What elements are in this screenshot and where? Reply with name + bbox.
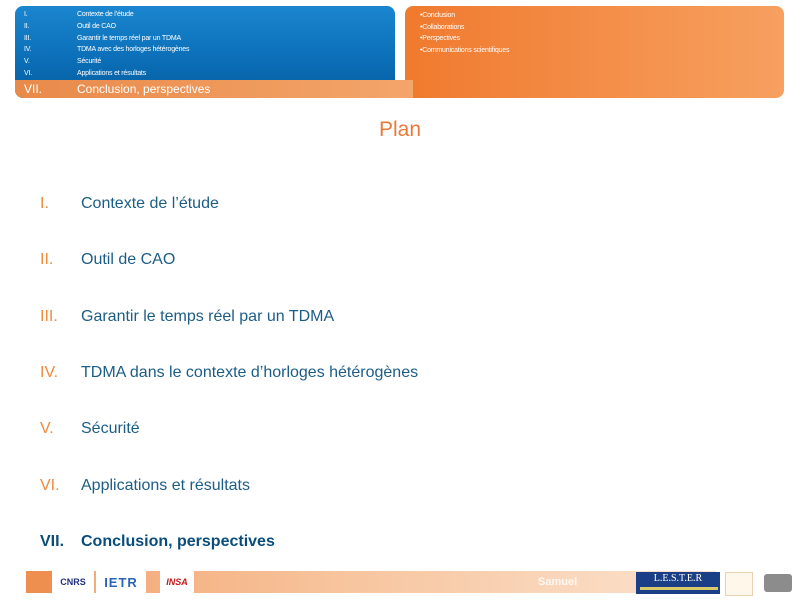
nav-number: VI.	[24, 69, 32, 77]
nav-number: V.	[24, 58, 30, 66]
header-active-section[interactable]	[15, 80, 413, 98]
outline-item	[40, 308, 334, 326]
header-nav-item[interactable]	[15, 56, 395, 68]
header-nav-item[interactable]	[15, 21, 395, 33]
outline-number: IV.	[40, 364, 59, 381]
outline-number: II.	[40, 251, 54, 268]
outline-item	[40, 477, 250, 495]
subsection-list	[405, 6, 784, 56]
outline-item	[40, 251, 175, 269]
outline-label: Conclusion, perspectives	[81, 533, 275, 550]
nav-number: III.	[24, 34, 31, 42]
outline-number: VI.	[40, 477, 60, 494]
nav-label: Garantir le temps réel par un TDMA	[77, 34, 181, 42]
header-subsection-panel	[405, 6, 784, 98]
subsection-item[interactable]: •Communications scientifiques	[420, 46, 510, 54]
insa-logo	[160, 571, 194, 593]
insa-logo-text: INSA	[166, 577, 188, 587]
slide-title: Plan	[378, 118, 422, 141]
subsection-item[interactable]: •Collaborations	[420, 23, 465, 31]
lester-logo-stripe	[640, 587, 718, 590]
footer-author: Samuel	[538, 576, 578, 588]
outline-number: VII.	[40, 533, 65, 550]
page-number-box[interactable]	[764, 574, 792, 592]
lester-logo	[636, 572, 720, 594]
outline-label: Outil de CAO	[81, 251, 176, 268]
outline-number: V.	[40, 420, 54, 437]
lester-logo-text: L.E.S.T.E.R	[653, 573, 703, 584]
header-nav-item[interactable]	[15, 44, 395, 56]
nav-number: II.	[24, 23, 30, 31]
outline-label: Contexte de l’étude	[81, 195, 219, 212]
ietr-logo-text: IETR	[104, 574, 138, 590]
outline-label: Sécurité	[81, 420, 140, 437]
cnrs-logo-text: CNRS	[60, 577, 86, 587]
nav-label: Outil de CAO	[77, 23, 116, 31]
outline-number: I.	[40, 195, 49, 212]
outline-item	[40, 195, 219, 213]
nav-label: Sécurité	[77, 58, 102, 66]
subsection-item[interactable]: •Conclusion	[420, 12, 455, 19]
outline-number: III.	[40, 308, 58, 325]
nav-label: Contexte de l’étude	[77, 11, 134, 19]
subsection-item[interactable]: •Perspectives	[420, 35, 460, 43]
outline-label: TDMA dans le contexte d’horloges hétérogènes	[81, 364, 419, 381]
header-nav-item[interactable]	[15, 32, 395, 44]
header-nav	[15, 9, 395, 79]
outline-item	[40, 420, 140, 438]
active-section-number: VII.	[24, 82, 43, 96]
cnrs-logo	[52, 571, 94, 593]
partner-logo	[725, 572, 753, 596]
header-nav-item[interactable]	[15, 9, 395, 21]
active-section-label: Conclusion, perspectives	[77, 82, 211, 96]
nav-number: I.	[24, 11, 28, 19]
nav-label: TDMA avec des horloges hétérogènes	[77, 46, 190, 54]
nav-number: IV.	[24, 46, 32, 54]
outline-item	[40, 364, 418, 382]
footer-accent-block	[26, 571, 52, 593]
outline-label: Garantir le temps réel par un TDMA	[81, 308, 335, 325]
ietr-logo	[96, 571, 146, 593]
nav-label: Applications et résultats	[77, 69, 146, 77]
outline-item-active	[40, 533, 275, 551]
outline-label: Applications et résultats	[81, 477, 250, 494]
header-nav-item[interactable]	[15, 67, 395, 79]
